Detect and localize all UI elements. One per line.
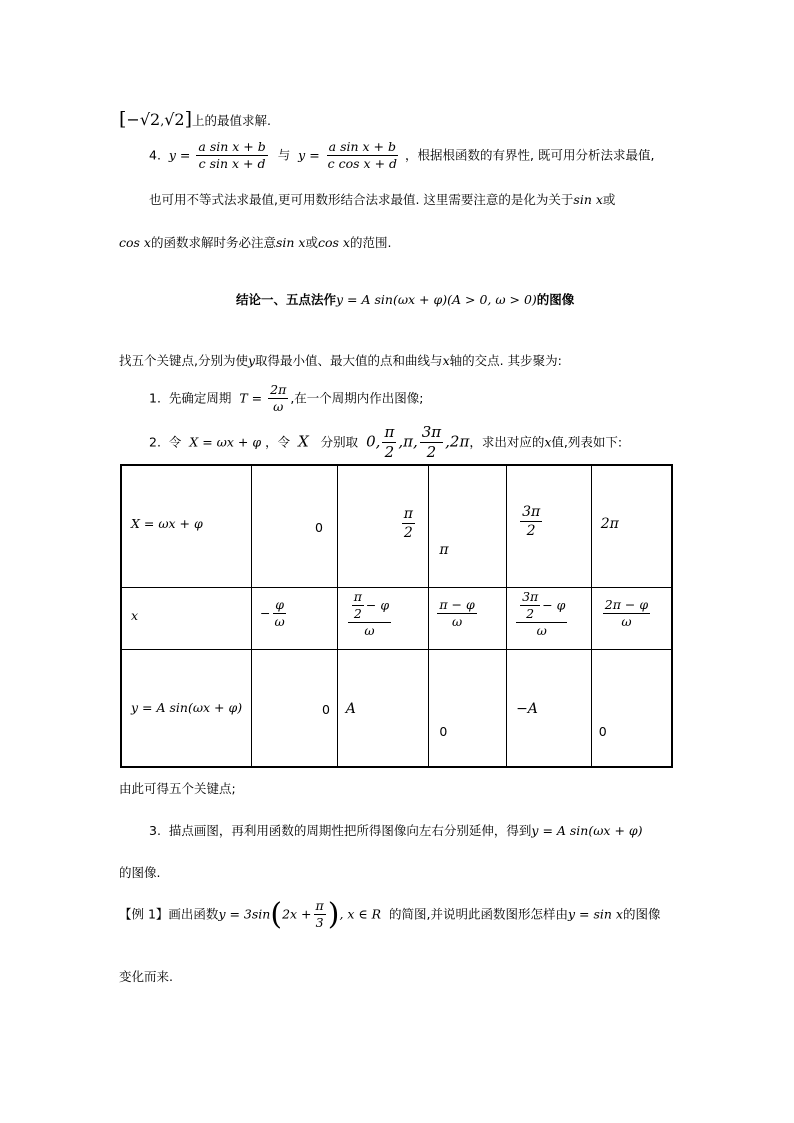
step-3-continued: 的图像.	[119, 865, 161, 880]
table-cell: −A	[507, 649, 592, 767]
item-4: 4. y = $\frac{\text{a sin x + b}}{\text{c sin x + d}}$ 与 y = $\frac{\text{a sin x + b}}{\text{c cos x + d}}$ ，根据根函数的有界性, 既可用分析法求最值,	[149, 139, 655, 172]
table-cell: $\frac{\pi}{2}$ − φ ω	[337, 587, 429, 649]
table-cell: $\frac{\pi - \varphi}{\omega}$	[429, 587, 507, 649]
value-3pi-over-2: $\frac{3\pi}{2}$	[421, 423, 442, 462]
table-cell: $\frac{3\pi}{2}$	[507, 465, 592, 587]
table-row	[121, 465, 672, 587]
table-cell: 0	[252, 649, 338, 767]
table-cell: $\frac{3\pi}{2}$ − φ ω	[507, 587, 592, 649]
steps-intro: 找五个关键点,分别为使y取得最小值、最大值的点和曲线与x轴的交点. 其步聚为:	[119, 353, 562, 368]
table-cell: 0	[252, 465, 338, 587]
example-1-continued: 变化而来.	[119, 969, 173, 984]
table-cell: A	[337, 649, 429, 767]
step-3: 3. 描点画图，再利用函数的周期性把所得图像向左右分别延伸，得到y = A sin(ωx + φ)	[149, 823, 643, 838]
table-cell: 0	[429, 649, 507, 767]
paragraph-line-3: 也可用不等式法求最值,更可用数形结合法求最值. 这里需要注意的是化为关于sin x或	[149, 192, 616, 207]
section-heading: 结论一、五点法作y = A sin(ωx + φ)(A > 0, ω > 0)的图像	[236, 292, 575, 307]
table-cell: − $\frac{\varphi}{\omega}$	[252, 587, 338, 649]
table-cell: $\frac{2\pi - \varphi}{\omega}$	[591, 587, 672, 649]
table-cell: $\frac{\pi}{2}$	[337, 465, 429, 587]
table-cell: π	[429, 465, 507, 587]
table-cell: x	[121, 587, 252, 649]
step-2: 2. 令 X = ωx + φ ，令 X 分别取 0, $\frac{\pi}{2}$ ,π, $\frac{3\pi}{2}$ ,2π，求出对应的x值,列表如下:	[149, 423, 623, 462]
table-row	[121, 649, 672, 767]
example-1: 【例 1】画出函数y = 3sin(2x + $\frac{\pi}{3}$ ), x ∈ R 的简图,并说明此函数图形怎样由y = sin x的图像	[119, 896, 661, 932]
table-row	[121, 587, 672, 649]
step-1: 1. 先确定周期 T = $\frac{2\pi}{\omega}$ ,在一个周期内作出图像;	[149, 382, 424, 415]
fraction-2: $\frac{\text{a sin x + b}}{\text{c cos x + d}}$	[327, 139, 398, 172]
five-point-table	[120, 464, 673, 768]
table-cell: X = ωx + φ	[121, 465, 252, 587]
after-table-text: 由此可得五个关键点;	[119, 781, 236, 796]
fraction-1: $\frac{\text{a sin x + b}}{\text{c sin x + d}}$	[198, 139, 266, 172]
line-interval: [−√2,√2]上的最值求解.	[119, 108, 271, 130]
paragraph-line-4: cos x的函数求解时务必注意sin x或cos x的范围.	[119, 235, 392, 250]
table-cell: 2π	[591, 465, 672, 587]
value-pi-over-2: $\frac{\pi}{2}$	[384, 423, 395, 462]
example-fraction: $\frac{\pi}{3}$	[315, 898, 324, 931]
period-fraction: $\frac{2\pi}{\omega}$	[270, 382, 287, 415]
table-cell: 0	[591, 649, 672, 767]
table-cell: y = A sin(ωx + φ)	[121, 649, 252, 767]
